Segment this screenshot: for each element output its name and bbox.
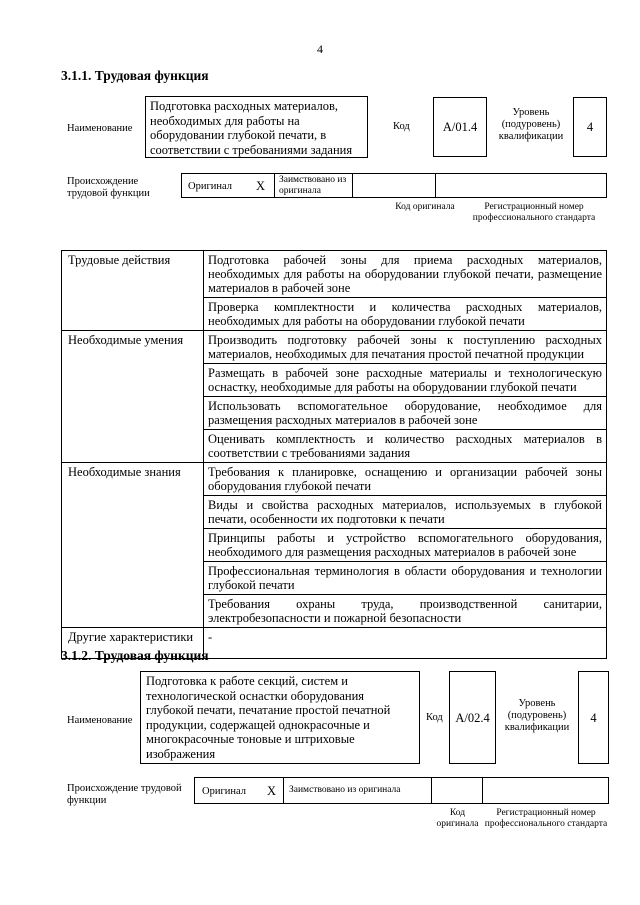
divider xyxy=(274,174,275,197)
table-cell: Требования охраны труда, производственной санитарии, электробезопасности и пожарной безопасности xyxy=(204,595,607,628)
table-cell: Размещать в рабочей зоне расходные материалы и технологическую оснастку, необходимые для работы на оборудовании глубокой печати xyxy=(204,364,607,397)
row-head-other: Другие характеристики xyxy=(62,628,204,659)
table-cell: Проверка комплектности и количества расходных материалов, необходимых для работы на оборудовании глубокой печати xyxy=(204,298,607,331)
divider xyxy=(283,778,284,803)
code-value-1: A/01.4 xyxy=(433,97,487,157)
level-label-1: Уровень (подуровень) квалификации xyxy=(498,107,564,142)
row-head-knowledge: Необходимые знания xyxy=(62,463,204,628)
level-label-2: Уровень (подуровень) квалификации xyxy=(504,698,570,733)
function-name-2: Подготовка к работе секций, систем и технологической оснастки оборудования глубокой печати, печатание простой печатной продукции, содержащей однокрасочные и многокрасочные тоновые и штриховые изображения xyxy=(140,671,420,764)
row-head-skills: Необходимые умения xyxy=(62,331,204,463)
divider xyxy=(482,778,483,803)
table-cell: Требования к планировке, оснащению и организации рабочей зоны оборудования глубокой печати xyxy=(204,463,607,496)
level-value-2: 4 xyxy=(578,671,609,764)
original-label-1: Оригинал xyxy=(188,181,232,192)
reg-number-label-1: Регистрационный номер профессионального стандарта xyxy=(472,202,596,223)
code-value-2: A/02.4 xyxy=(449,671,496,764)
table-row xyxy=(62,463,607,496)
section-heading-2: 3.1.2. Трудовая функция xyxy=(61,648,209,663)
reg-number-label-2: Регистрационный номер профессионального стандарта xyxy=(484,808,608,829)
table-cell: Использовать вспомогательное оборудование, необходимое для размещения расходных материалов в рабочей зоне xyxy=(204,397,607,430)
table-cell: - xyxy=(204,628,607,659)
origin-label-2: Происхождение трудовой функции xyxy=(67,783,182,806)
section-heading-1: 3.1.1. Трудовая функция xyxy=(61,68,209,83)
borrowed-label-2: Заимствовано из оригинала xyxy=(289,785,401,795)
table-cell: Виды и свойства расходных материалов, используемых в глубокой печати, особенности их подготовки к печати xyxy=(204,496,607,529)
name-label-1: Наименование xyxy=(67,123,133,134)
table-row xyxy=(62,251,607,298)
divider xyxy=(352,174,353,197)
code-original-label-1: Код оригинала xyxy=(395,202,455,212)
borrowed-label-1: Заимствовано из оригинала xyxy=(279,175,347,196)
function-name-1: Подготовка расходных материалов, необходимых для работы на оборудовании глубокой печати, в соответствии с требованиями задания xyxy=(145,96,368,158)
page-number: 4 xyxy=(317,42,323,56)
divider xyxy=(431,778,432,803)
origin-row-1 xyxy=(181,173,607,198)
row-head-actions: Трудовые действия xyxy=(62,251,204,331)
original-mark-2: X xyxy=(267,784,277,798)
original-label-2: Оригинал xyxy=(202,786,246,797)
labor-function-table xyxy=(61,250,607,659)
level-value-1: 4 xyxy=(573,97,607,157)
code-label-2: Код xyxy=(426,712,443,723)
table-row xyxy=(62,331,607,364)
table-cell: Подготовка рабочей зоны для приема расходных материалов, необходимых для работы на оборудовании глубокой печати, размещение материалов в рабочей зоне xyxy=(204,251,607,298)
name-label-2: Наименование xyxy=(67,715,133,726)
origin-label-1: Происхождение трудовой функции xyxy=(67,176,150,199)
code-original-label-2: Код оригинала xyxy=(436,808,479,829)
code-label-1: Код xyxy=(393,121,410,132)
table-cell: Производить подготовку рабочей зоны к поступлению расходных материалов, необходимых для печатания простой печатной продукции xyxy=(204,331,607,364)
table-cell: Оценивать комплектность и количество расходных материалов в соответствии с требованиями задания xyxy=(204,430,607,463)
original-mark-1: X xyxy=(256,179,266,193)
origin-row-2 xyxy=(194,777,609,804)
table-cell: Принципы работы и устройство вспомогательного оборудования, необходимого для размещения расходных материалов в рабочей зоне xyxy=(204,529,607,562)
table-cell: Профессиональная терминология в области оборудования и технологии глубокой печати xyxy=(204,562,607,595)
divider xyxy=(435,174,436,197)
